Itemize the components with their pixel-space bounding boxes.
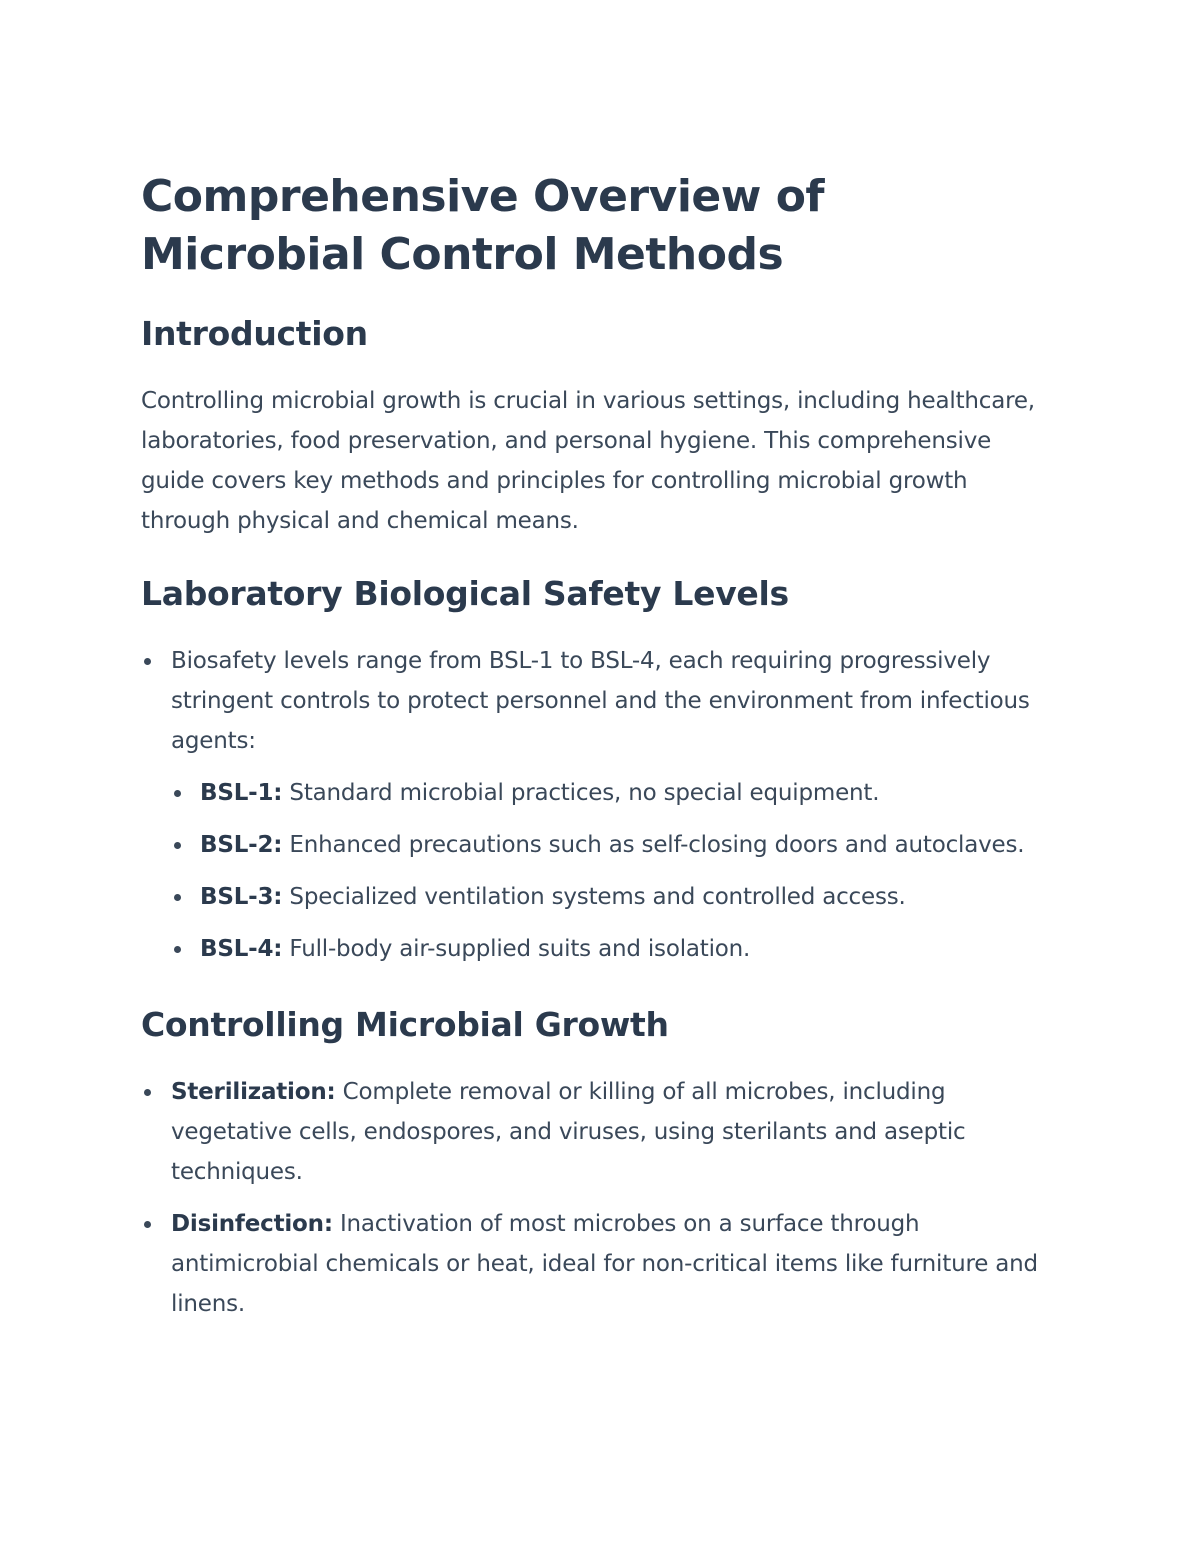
disinfection-item: [141, 1204, 1061, 1324]
biosafety-list: [141, 641, 1061, 969]
intro-paragraph: Controlling microbial growth is crucial in various settings, including healthcare, laboratories, food preservation, and personal hygiene. This comprehensive guide covers key methods and principles for controlling microbial growth through physical and chemical means.: [141, 388, 1035, 534]
biosafety-lead-item: [141, 641, 1061, 969]
sterilization-text: Complete removal or killing of all microbes, including vegetative cells, endospores, and viruses, using sterilants and aseptic techniques.: [171, 1079, 966, 1185]
sterilization-label: Sterilization:: [171, 1079, 336, 1105]
growth-methods-list: [141, 1072, 1061, 1324]
bsl-1-item: [171, 773, 1061, 813]
bsl-3-item: [171, 877, 1061, 917]
section-heading-introduction: Introduction: [141, 314, 368, 353]
bsl-4-text: Full-body air-supplied suits and isolation.: [282, 936, 751, 962]
bsl-4-label: BSL-4:: [200, 936, 283, 962]
bsl-2-text: Enhanced precautions such as self-closing doors and autoclaves.: [282, 832, 1025, 858]
disinfection-text: Inactivation of most microbes on a surface through antimicrobial chemicals or heat, ideal for non-critical items like furniture and linens.: [171, 1211, 1038, 1317]
biosafety-lead-text: Biosafety levels range from BSL-1 to BSL-4, each requiring progressively stringent controls to protect personnel and the environment from infectious agents:: [171, 648, 1030, 754]
document-title: Comprehensive Overview of Microbial Control Methods: [141, 171, 825, 280]
bsl-1-label: BSL-1:: [200, 780, 283, 806]
section-heading-biosafety-levels: Laboratory Biological Safety Levels: [141, 574, 789, 613]
bsl-2-label: BSL-2:: [200, 832, 283, 858]
bsl-2-item: [171, 825, 1061, 865]
sterilization-item: [141, 1072, 1061, 1192]
disinfection-label: Disinfection:: [171, 1211, 333, 1237]
bsl-1-text: Standard microbial practices, no special equipment.: [282, 780, 880, 806]
bsl-4-item: [171, 929, 1061, 969]
bsl-3-text: Specialized ventilation systems and controlled access.: [282, 884, 906, 910]
biosafety-levels-sublist: [171, 773, 1061, 969]
bsl-3-label: BSL-3:: [200, 884, 283, 910]
section-heading-controlling-growth: Controlling Microbial Growth: [141, 1005, 669, 1044]
document-page: [141, 168, 1061, 1324]
